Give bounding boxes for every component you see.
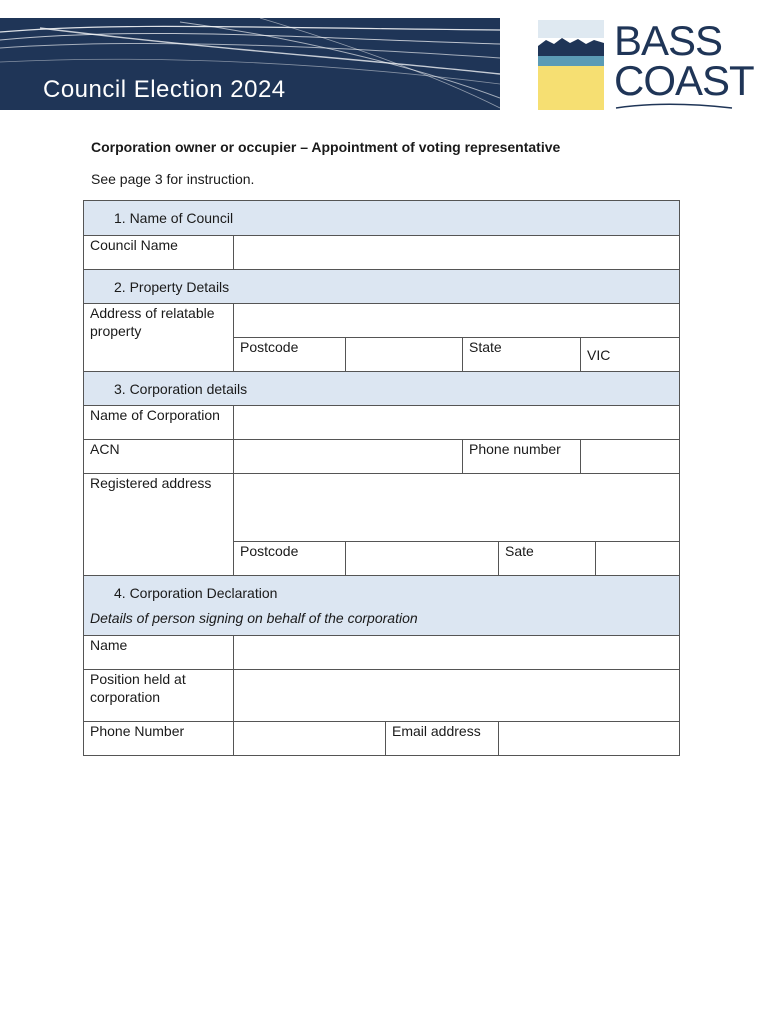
corporation-name-field[interactable] bbox=[234, 406, 680, 440]
acn-field[interactable] bbox=[234, 440, 463, 474]
corporation-phone-label: Phone number bbox=[463, 440, 581, 474]
registered-address-field[interactable] bbox=[234, 474, 680, 542]
signer-name-field[interactable] bbox=[234, 636, 680, 670]
form-instruction: See page 3 for instruction. bbox=[91, 171, 255, 187]
section-3-title: 3. Corporation details bbox=[84, 372, 680, 406]
logo-text-line1: BASS bbox=[614, 17, 723, 64]
form-heading: Corporation owner or occupier – Appointment of voting representative bbox=[91, 139, 561, 155]
council-name-label: Council Name bbox=[84, 236, 234, 270]
property-postcode-field[interactable] bbox=[346, 338, 463, 372]
position-field[interactable] bbox=[234, 670, 680, 722]
section-2-title: 2. Property Details bbox=[84, 270, 680, 304]
email-field[interactable] bbox=[499, 722, 680, 756]
property-state-value: VIC bbox=[587, 347, 611, 363]
page-title: Council Election 2024 bbox=[43, 76, 286, 103]
address-field[interactable] bbox=[234, 304, 680, 338]
registered-address-label: Registered address bbox=[84, 474, 234, 576]
council-name-field[interactable] bbox=[234, 236, 680, 270]
logo-text-line2: COAST bbox=[614, 57, 754, 104]
property-state-label: State bbox=[463, 338, 581, 372]
acn-label: ACN bbox=[84, 440, 234, 474]
corporation-phone-field[interactable] bbox=[581, 440, 680, 474]
section-4-title: 4. Corporation Declaration bbox=[114, 585, 278, 601]
address-label: Address of relatable property bbox=[84, 304, 234, 372]
signer-phone-label: Phone Number bbox=[84, 722, 234, 756]
registered-state-field[interactable] bbox=[596, 542, 680, 576]
section-4-header bbox=[84, 576, 680, 636]
corporation-name-label: Name of Corporation bbox=[84, 406, 234, 440]
form-table bbox=[83, 200, 680, 756]
section-1-header bbox=[84, 201, 680, 236]
property-postcode-label: Postcode bbox=[234, 338, 346, 372]
section-1-title: 1. Name of Council bbox=[84, 201, 680, 236]
registered-postcode-field[interactable] bbox=[346, 542, 499, 576]
email-label: Email address bbox=[386, 722, 499, 756]
signer-phone-field[interactable] bbox=[234, 722, 386, 756]
registered-state-label: Sate bbox=[499, 542, 596, 576]
section-2-header bbox=[84, 270, 680, 304]
property-state-field[interactable] bbox=[581, 338, 680, 372]
section-4-subtitle: Details of person signing on behalf of the corporation bbox=[90, 610, 418, 626]
position-label: Position held at corporation bbox=[84, 670, 234, 722]
header-banner bbox=[0, 18, 500, 110]
registered-postcode-label: Postcode bbox=[234, 542, 346, 576]
signer-name-label: Name bbox=[84, 636, 234, 670]
section-3-header bbox=[84, 372, 680, 406]
